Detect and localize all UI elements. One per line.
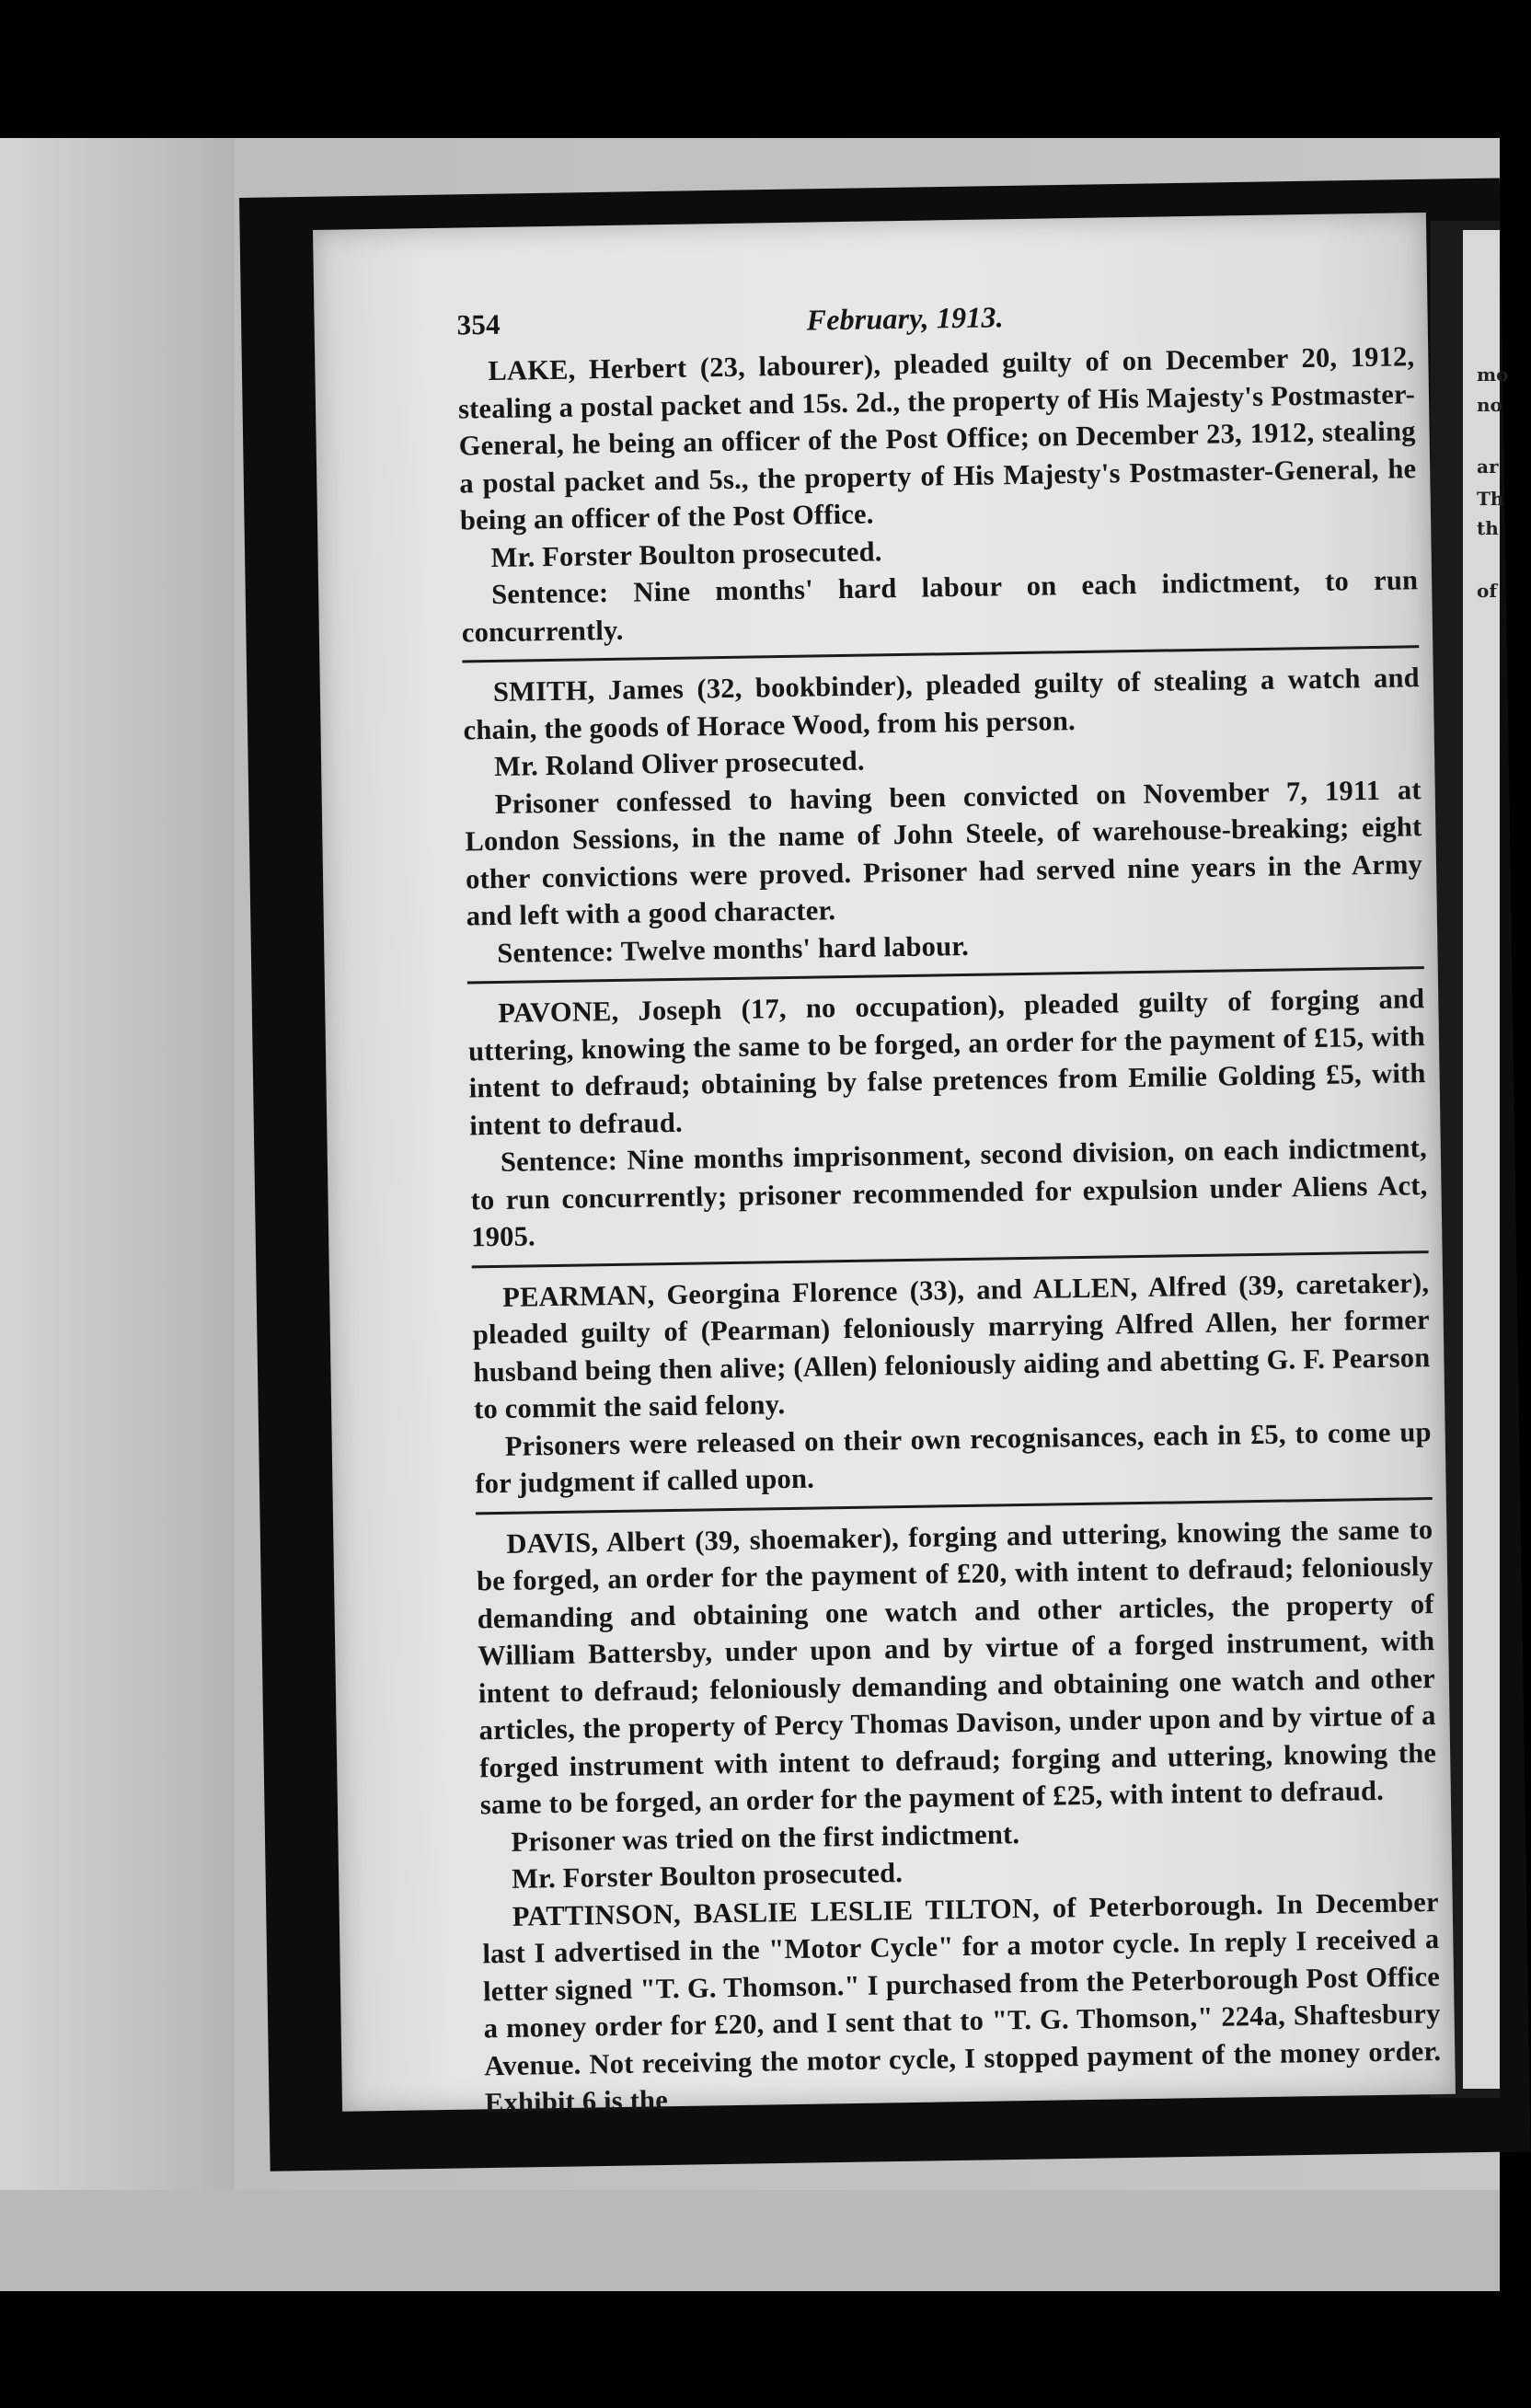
case-entry-lake	[457, 338, 1419, 651]
left-margin-strip	[0, 138, 235, 2282]
case-paragraph: SMITH, James (32, bookbinder), pleaded guilty of stealing a watch and chain, the goods of Horace Wood, from his person.	[463, 662, 1421, 745]
facing-page-fragment: ar	[1477, 455, 1499, 478]
facing-page-fragment: Th	[1477, 488, 1504, 510]
page-text	[456, 286, 1442, 2122]
witness-testimony: PATTINSON, BASLIE LESLIE TILTON, of Peterborough. In December last I advertised in the "Motor Cycle" for a motor cycle. In reply I received a letter signed "T. G. Thomson." I purchased from the Peterborough Post Office a money order for £20, and I sent that to "T. G. Thomson," 224a, Shaftesbury Avenue. Not receiving the motor cycle, I stopped payment of the money order. Exhibit 6 is the	[482, 1885, 1442, 2119]
case-paragraph: Mr. Forster Boulton prosecuted.	[490, 535, 882, 573]
case-paragraph: PEARMAN, Georgina Florence (33), and ALLEN, Alfred (39, caretaker), pleaded guilty of (Pearman) feloniously marrying Alfred Allen, her former husband being then alive; (Allen) feloniously aiding and abetting G. F. Pearson to commit the said felony.	[472, 1266, 1431, 1425]
bottom-margin-strip	[0, 2190, 1500, 2291]
case-entry-pearman	[472, 1264, 1433, 1503]
case-paragraph: Mr. Forster Boulton prosecuted.	[511, 1857, 904, 1895]
case-entry-pavone	[467, 980, 1428, 1256]
facing-page-fragment: no	[1477, 394, 1502, 416]
case-paragraph: Sentence: Twelve months' hard labour.	[497, 929, 970, 969]
case-entry-davis	[476, 1511, 1442, 2122]
facing-page-fragment: th	[1477, 517, 1499, 539]
case-paragraph: DAVIS, Albert (39, shoemaker), forging and uttering, knowing the same to be forged, an order for the payment of £20, with intent to defraud; feloniously demanding and obtaining one watch and other articles, the property of William Battersby, under upon and by virtue of a forged instrument, with intent to defraud; feloniously demanding and obtaining one watch and other articles, the property of Percy Thomas Davison, under upon and by virtue of a forged instrument with intent to defraud; forging and uttering, knowing the same to be forged, an order for the payment of £25, with intent to defraud.	[476, 1513, 1437, 1821]
case-paragraph: Prisoners were released on their own recognisances, each in £5, to come up for judgment if called upon.	[475, 1415, 1432, 1500]
case-paragraph: Sentence: Nine months imprisonment, second division, on each indictment, to run concurrently; prisoner recommended for expulsion under Aliens Act, 1905.	[470, 1132, 1428, 1253]
case-paragraph: Prisoner confessed to having been convicted on November 7, 1911 at London Sessions, in the name of John Steele, of warehouse-breaking; eight other convictions were proved. Prisoner had served nine years in the Army and left with a good character.	[465, 773, 1423, 932]
running-head: February, 1913.	[806, 300, 1005, 337]
facing-page-fragment: of	[1477, 580, 1497, 602]
case-paragraph: Mr. Roland Oliver prosecuted.	[493, 744, 865, 782]
case-paragraph: Sentence: Nine months' hard labour on each indictment, to run concurrently.	[461, 564, 1419, 649]
case-paragraph: Prisoner was tried on the first indictment.	[511, 1817, 1020, 1858]
case-entry-smith	[463, 659, 1424, 972]
facing-page-fragment: mo	[1477, 363, 1509, 386]
book-page	[313, 213, 1456, 2119]
case-paragraph: PAVONE, Joseph (17, no occupation), pleaded guilty of forging and uttering, knowing the same to be forged, an order for the payment of £15, with intent to defraud; obtaining by false pretences from Emilie Golding £5, with intent to defraud.	[467, 983, 1426, 1141]
case-paragraph: LAKE, Herbert (23, labourer), pleaded guilty of on December 20, 1912, stealing a postal packet and 15s. 2d., the property of His Majesty's Postmaster-General, he being an officer of the Post Office; on December 23, 1912, stealing a postal packet and 5s., the property of His Majesty's Postmaster-General, he being an officer of the Post Office.	[457, 340, 1417, 536]
page-number: 354	[456, 307, 501, 341]
